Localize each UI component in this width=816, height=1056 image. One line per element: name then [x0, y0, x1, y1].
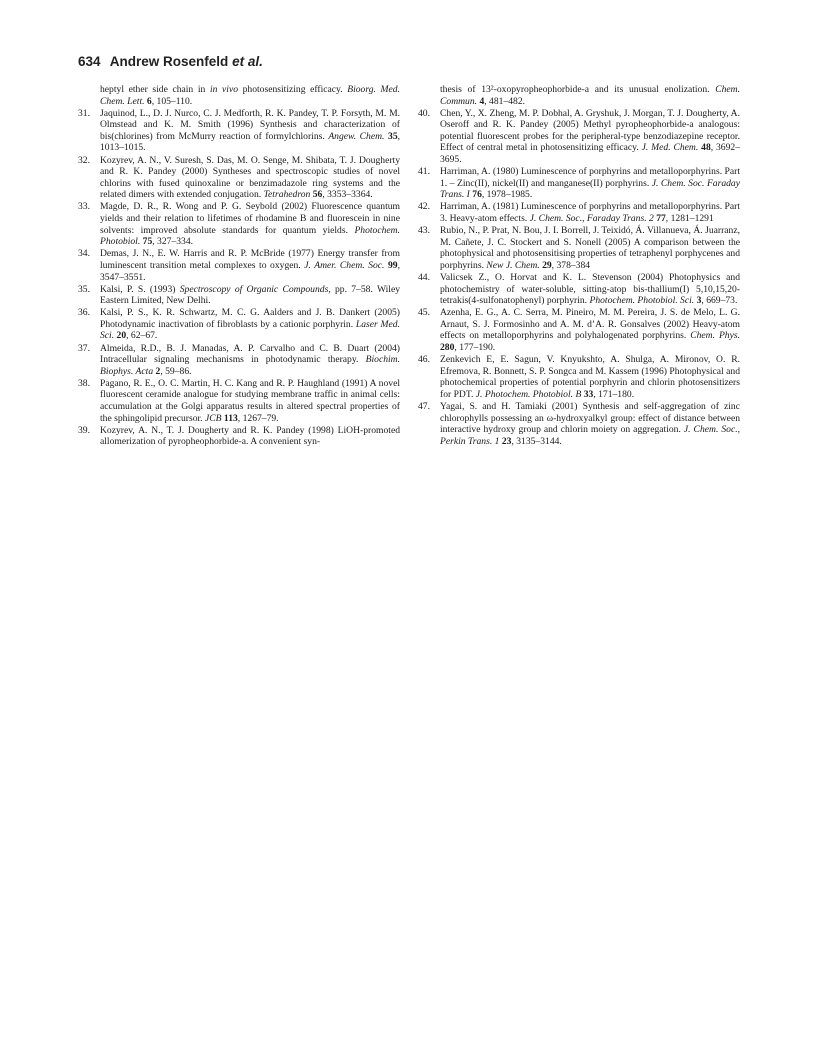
reference-item	[78, 425, 400, 448]
reference-volume: 75	[142, 236, 153, 248]
reference-body: Demas, J. N., E. W. Harris and R. P. McBride (1977) Energy transfer from luminescent transition metal complexes to oxygen.	[100, 248, 400, 271]
reference-item	[418, 108, 740, 166]
reference-body: Chen, Y., X. Zheng, M. P. Dobhal, A. Gryshuk, J. Morgan, T. J. Dougherty, A. Oseroff and R. K. Pandey (2005) Methyl pyropheophorbide-a analogous: potential fluorescent probes for the peripheral-type benzodiazepine receptor. Effect of central metal in photosensitizing efficacy.	[440, 107, 740, 154]
reference-pages: , 1013–1015.	[100, 130, 401, 154]
reference-number: 37 .	[78, 343, 96, 355]
reference-body: Kalsi, P. S., K. R. Schwartz, M. C. G. Aalders and J. B. Dankert (2005) Photodynamic inactivation of fibroblasts by a cationic porphyrin.	[100, 307, 400, 330]
reference-pages: , 669–73.	[701, 295, 738, 307]
reference-item	[418, 354, 740, 400]
reference-number: 33 .	[78, 201, 96, 213]
running-head-etal: et al.	[232, 54, 263, 69]
reference-journal: J. Chem. Soc., Faraday Trans. 2	[529, 213, 654, 225]
reference-item	[418, 166, 740, 201]
reference-number: 41 .	[418, 166, 436, 178]
reference-text	[100, 84, 400, 107]
reference-text	[100, 378, 400, 424]
reference-text	[440, 166, 740, 201]
reference-text	[440, 401, 740, 447]
reference-volume: 33	[583, 388, 594, 400]
reference-item	[78, 378, 400, 424]
reference-number: 31 .	[78, 108, 96, 120]
reference-volume: 113	[223, 412, 238, 424]
running-head-authors: Andrew Rosenfeld	[109, 54, 229, 69]
reference-volume: 48	[701, 142, 711, 154]
reference-item	[78, 307, 400, 342]
reference-number: 40 .	[418, 108, 436, 120]
reference-pages: , 105–110.	[151, 95, 193, 107]
reference-journal: Spectroscopy of Organic Compounds	[179, 283, 329, 295]
reference-volume: 29	[542, 259, 552, 271]
reference-emphasis: in vivo	[209, 84, 238, 95]
reference-text	[440, 307, 740, 353]
reference-volume: 6	[146, 95, 152, 107]
reference-journal: Photochem. Photobiol.	[100, 224, 400, 248]
reference-item	[78, 343, 400, 378]
reference-journal: Biochim. Biophys. Acta	[100, 354, 400, 377]
reference-item	[78, 108, 400, 154]
reference-body: Harriman, A. (1980) Luminescence of porphyrins and metalloporphyrins. Part 1. – Zinc(II), nickel(II) and manganese(II) porphyrins.	[440, 166, 740, 189]
reference-number: 47 .	[418, 401, 436, 413]
reference-text	[440, 225, 740, 271]
reference-body: Valicsek Z., O. Horvat and K. L. Stevenson (2004) Photophysics and photochemistry of water-soluble, sitting-atop bis-thallium(I) 5,10,15,20-tetrakis(4-sulfonatophenyl) porphyrin.	[440, 272, 740, 307]
reference-body: Zenkevich E, E. Sagun, V. Knyukshto, A. Shulga, A. Mironov, O. R. Efremova, R. Bonnett, S. P. Songca and M. Kassem (1996) Photophysical and photochemical properties of potential porphyrin and chlorin photosensitizers for PDT.	[440, 354, 740, 400]
reference-number: 36 .	[78, 307, 96, 319]
reference-text	[440, 108, 740, 166]
reference-pages: , 59–86.	[160, 365, 192, 377]
page-number: 634	[78, 54, 101, 69]
running-head	[78, 54, 263, 69]
reference-pages: , 3547–3551.	[100, 259, 400, 283]
reference-volume: 280	[440, 342, 455, 354]
reference-journal: J. Photochem. Photobiol. B	[475, 388, 582, 400]
reference-text	[100, 425, 400, 448]
reference-body: Magde, D. R., R. Wong and P. G. Seybold (2002) Fluorescence quantum yields and their relation to lifetimes of rhodamine B and fluorescein in nine solvents: improved absolute standards for quantum yields.	[100, 201, 400, 236]
reference-body: Almeida, R.D., B. J. Manadas, A. P. Carvalho and C. B. Duart (2004) Intracellular signaling mechanisms in photodynamic therapy.	[100, 342, 400, 366]
reference-volume: 20	[116, 330, 127, 342]
reference-text	[100, 201, 400, 247]
reference-number: 43 .	[418, 225, 436, 237]
references-right-column	[418, 84, 740, 448]
reference-pages: , 481–482.	[484, 95, 526, 107]
reference-volume: 76	[472, 189, 482, 201]
reference-pages: , 177–190.	[454, 342, 496, 354]
reference-body-cont: photosensitizing efficacy.	[238, 84, 348, 95]
reference-pages: , 3135–3144.	[511, 435, 562, 447]
reference-number: 35 .	[78, 284, 96, 296]
reference-body: Kozyrev, A. N., T. J. Dougherty and R. K. Pandey (1998) LiOH-promoted allomerization of pyropheophorbide-a. A convenient syn-	[100, 424, 400, 448]
reference-journal: Chem. Phys.	[690, 330, 740, 342]
reference-volume: 99	[388, 259, 398, 271]
reference-text	[440, 354, 740, 400]
reference-journal: J. Amer. Chem. Soc.	[304, 259, 385, 271]
reference-body: Kalsi, P. S. (1993)	[100, 283, 180, 295]
reference-item	[418, 307, 740, 353]
reference-pages: , 1281–1291	[665, 213, 714, 225]
reference-continuation	[418, 84, 740, 107]
reference-volume: 23	[501, 435, 512, 447]
reference-journal: New J. Chem.	[486, 259, 540, 271]
reference-body: thesis of 13²-oxopyropheophorbide-a and its unusual enolization.	[440, 84, 716, 95]
reference-pages: , 378–384	[551, 259, 591, 271]
reference-body: Jaquinod, L., D. J. Nurco, C. J. Medforth, R. K. Pandey, T. P. Forsyth, M. M. Olmstead and K. M. Smith (1996) Synthesis and characterization of bis(chlorines) from McMurry reaction of formylchlorins.	[100, 107, 400, 142]
reference-volume: 56	[312, 189, 323, 201]
reference-body: Yagai, S. and H. Tamiaki (2001) Synthesis and self-aggregation of zinc chlorophylls possessing an ω-hydroxyalkyl group: effect of distance between interactive hydroxy group and chlorin moiety on aggregation.	[440, 401, 740, 436]
reference-pages: , 62–67.	[126, 330, 158, 342]
reference-pages: , 1978–1985.	[481, 189, 533, 201]
reference-number: 45 .	[418, 307, 436, 319]
reference-body: Pagano, R. E., O. C. Martin, H. C. Kang and R. P. Haughland (1991) A novel fluorescent ceramide analogue for studying membrane traffic in animal cells: accumulation at the Golgi apparatus results in altered spectral properties of the sphingolipid precursor.	[100, 377, 400, 424]
reference-volume: 2	[155, 365, 161, 377]
reference-journal: Bioorg. Med. Chem. Lett.	[100, 84, 400, 107]
reference-text	[100, 248, 400, 283]
reference-text	[100, 108, 400, 154]
reference-volume: 4	[479, 95, 485, 107]
reference-item	[418, 201, 740, 224]
reference-body: Harriman, A. (1981) Luminescence of porphyrins and metalloporphyrins. Part 3. Heavy-atom effects.	[440, 201, 740, 225]
reference-volume: 3	[696, 295, 702, 307]
reference-number: 38 .	[78, 378, 96, 390]
reference-item	[418, 401, 740, 447]
reference-pages: , pp. 7–58. Wiley Eastern Limited, New Delhi.	[100, 283, 401, 307]
reference-number: 42 .	[418, 201, 436, 213]
reference-text	[440, 201, 740, 224]
reference-body: Azenha, E. G., A. C. Serra, M. Pineiro, M. M. Pereira, J. S. de Melo, L. G. Arnaut, S. J. Formosinho and A. M. d’A. R. Gonsalves (2002) Heavy-atom effects on metalloporphyrins and polyhalogenated porphyrins.	[440, 307, 740, 342]
reference-number: 39 .	[78, 425, 96, 437]
reference-journal: J. Chem. Soc. Faraday Trans. I	[440, 177, 740, 201]
reference-text	[100, 307, 400, 342]
reference-item	[78, 248, 400, 283]
reference-journal: Tetrahedron	[263, 189, 311, 201]
reference-text	[440, 272, 740, 307]
reference-volume: 35	[388, 130, 398, 142]
reference-number: 44 .	[418, 272, 436, 284]
reference-pages: , 1267–79.	[237, 412, 279, 424]
reference-number: 46 .	[418, 354, 436, 366]
reference-journal: Angew. Chem.	[328, 130, 385, 142]
reference-body: Rubio, N., P. Prat, N. Bou, J. I. Borrell, J. Teixidó, Á. Villanueva, Á. Juarranz, M. Cañete, J. C. Stockert and S. Nonell (2005) A comparison between the photophysical and photosensitising properties of tetraphenyl porphycenes and porphyrins.	[440, 225, 740, 271]
reference-pages: , 3353–3364.	[322, 189, 373, 201]
reference-body: heptyl ether side chain in	[100, 84, 210, 95]
reference-number: 32 .	[78, 155, 96, 167]
reference-item	[78, 284, 400, 307]
reference-item	[78, 155, 400, 201]
references-left-column	[78, 84, 400, 448]
reference-journal: Photochem. Photobiol. Sci.	[589, 295, 695, 307]
reference-journal: JCB	[204, 412, 222, 424]
reference-text	[100, 155, 400, 201]
reference-pages: , 3692–3695.	[440, 142, 740, 166]
reference-pages: , 327–334.	[152, 236, 194, 248]
reference-journal: J. Med. Chem.	[641, 142, 699, 154]
reference-number: 34 .	[78, 248, 96, 260]
reference-text	[100, 284, 400, 307]
reference-item	[78, 201, 400, 247]
reference-continuation	[78, 84, 400, 107]
reference-journal: Chem. Commun.	[440, 84, 740, 107]
reference-journal: J. Chem. Soc., Perkin Trans. 1	[440, 424, 740, 447]
reference-text	[100, 343, 400, 378]
reference-pages: , 171–180.	[593, 388, 635, 400]
reference-body: Kozyrev, A. N., V. Suresh, S. Das, M. O. Senge, M. Shibata, T. J. Dougherty and R. K. Pandey (2000) Syntheses and spectroscopic studies of novel chlorins with fused quinoxaline or benzimadazole ring systems and the related dimers with extended conjugation.	[100, 154, 400, 201]
reference-volume: 77	[656, 213, 666, 225]
reference-item	[418, 272, 740, 307]
reference-journal: Laser Med. Sci.	[100, 318, 400, 342]
reference-item	[418, 225, 740, 271]
reference-text	[440, 84, 740, 107]
